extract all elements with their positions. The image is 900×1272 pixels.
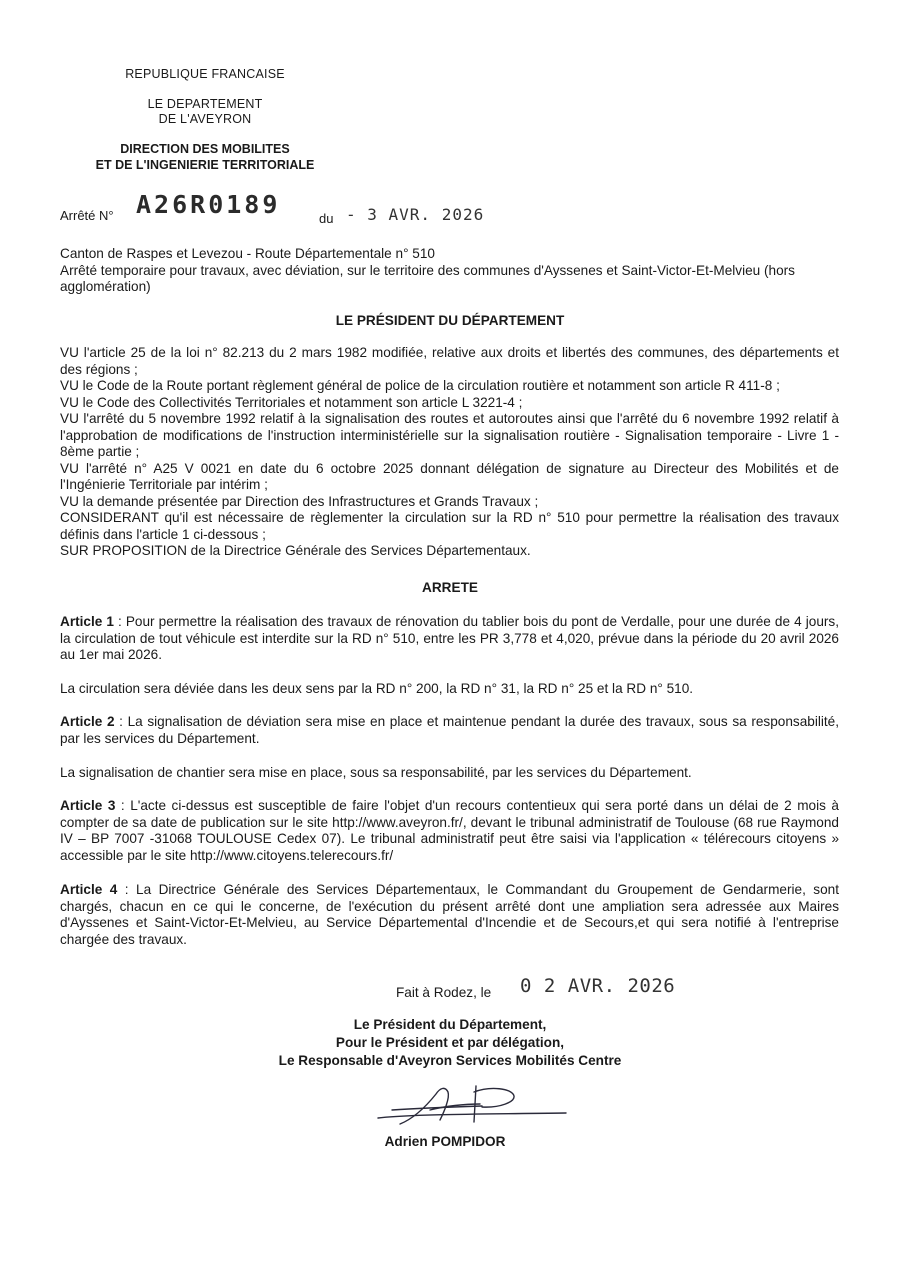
arrete-title: ARRETE	[422, 580, 478, 595]
article-3-text: : L'acte ci-dessus est susceptible de faire l'objet d'un recours contentieux qui sera porté dans un délai de 2 mois à compter de sa date de publication sur le site http://www.aveyron.fr/, devant le tribunal administratif de Toulouse (68 rue Raymond IV – BP 7007 -31068 TOULOUSE Cedex 07). Le tribunal administratif peut être saisi via l'application « télérecours citoyens » accessible par le site http://www.citoyens.telerecours.fr/	[60, 798, 839, 863]
article-4-text: : La Directrice Générale des Services Départementaux, le Commandant du Groupement de Gendarmerie, sont chargés, chacun en ce qui le concerne, de l'exécution du présent arrêté dont une ampliation sera adressée aux Maires d'Ayssenes et Saint-Victor-Et-Melvieu, au Service Départemental d'Incendie et de Secours,et qui sera notifié à l'entreprise chargée des travaux.	[60, 882, 839, 947]
visa-loi-1982: VU l'article 25 de la loi n° 82.213 du 2 mars 1982 modifiée, relative aux droits et libertés des communes, des départements et des régions ;	[60, 345, 839, 377]
arrete-number: A26R0189	[136, 190, 281, 219]
article-4-label: Article 4	[60, 882, 118, 897]
republique-header: REPUBLIQUE FRANCAISE	[125, 67, 285, 81]
article-1-label: Article 1	[60, 614, 114, 629]
arrete-number-label: Arrêté N°	[60, 208, 114, 223]
signatory-block	[0, 1016, 900, 1070]
direction-line-2: ET DE L'INGENIERIE TERRITORIALE	[95, 158, 315, 172]
signatory-line-1: Le Président du Département,	[353, 1017, 547, 1032]
subject-block	[60, 246, 850, 296]
arrete-du-label: du	[319, 211, 334, 226]
department-line-1: LE DEPARTEMENT	[147, 97, 263, 111]
president-title: LE PRÉSIDENT DU DÉPARTEMENT	[335, 313, 565, 328]
considerant: CONSIDERANT qu'il est nécessaire de règlementer la circulation sur la RD n° 510 pour permettre la réalisation des travaux définis dans l'article 1 ci-dessous ;	[60, 510, 839, 542]
visa-code-collectivites: VU le Code des Collectivités Territoriales et notamment son article L 3221-4 ;	[60, 394, 523, 410]
article-2-chantier: La signalisation de chantier sera mise en place, sous sa responsabilité, par les services du Département.	[60, 765, 692, 780]
article-1-text: : Pour permettre la réalisation des travaux de rénovation du tablier bois du pont de Verdalle, pour une durée de 4 jours, la circulation de tout véhicule est interdite sur la RD n° 510, entre les PR 3,778 et 4,020, prévue dans la période du 20 avril 2026 au 1er mai 2026.	[60, 614, 839, 662]
signatory-line-2: Pour le Président et par délégation,	[335, 1035, 565, 1050]
direction-line-1: DIRECTION DES MOBILITES	[120, 142, 290, 156]
article-3	[60, 798, 839, 864]
subject-line-3: agglomération)	[60, 279, 151, 294]
signature-date-stamp: 0 2 AVR. 2026	[520, 975, 676, 997]
visa-code-route: VU le Code de la Route portant règlement général de police de la circulation routière et notamment son article R 411-8 ;	[60, 378, 780, 393]
handwritten-signature	[370, 1080, 580, 1130]
article-1-deviation: La circulation sera déviée dans les deux sens par la RD n° 200, la RD n° 31, la RD n° 25 et la RD n° 510.	[60, 681, 694, 696]
article-4	[60, 882, 839, 948]
article-1	[60, 614, 839, 664]
subject-line-2: Arrêté temporaire pour travaux, avec déviation, sur le territoire des communes d'Ayssenes et Saint-Victor-Et-Melvieu (hors	[60, 262, 795, 278]
visa-demande: VU la demande présentée par Direction des Infrastructures et Grands Travaux ;	[60, 493, 539, 509]
sur-proposition: SUR PROPOSITION de la Directrice Générale des Services Départementaux.	[60, 543, 531, 558]
subject-line-1: Canton de Raspes et Levezou - Route Départementale n° 510	[60, 246, 435, 261]
signatory-line-3: Le Responsable d'Aveyron Services Mobilités Centre	[278, 1053, 622, 1068]
article-2-text: : La signalisation de déviation sera mise en place et maintenue pendant la durée des travaux, sous sa responsabilité, par les services du Département.	[60, 714, 839, 746]
visas-block	[60, 345, 839, 560]
signatory-name: Adrien POMPIDOR	[384, 1134, 506, 1149]
department-line-2: DE L'AVEYRON	[158, 112, 252, 126]
article-3-label: Article 3	[60, 798, 116, 813]
article-2-label: Article 2	[60, 714, 115, 729]
visa-arrete-1992: VU l'arrêté du 5 novembre 1992 relatif à la signalisation des routes et autoroutes ainsi que l'arrêté du 6 novembre 1992 relatif à l'approbation de modifications de l'instruction interministérielle sur la signalisation routière - Signalisation temporaire - Livre 1 - 8ème partie ;	[60, 411, 839, 459]
article-2	[60, 714, 839, 747]
arrete-date-stamp: - 3 AVR. 2026	[346, 205, 485, 224]
visa-delegation: VU l'arrêté n° A25 V 0021 en date du 6 octobre 2025 donnant délégation de signature au Directeur des Mobilités et de l'Ingénierie Territoriale par intérim ;	[60, 460, 839, 492]
fait-a-rodez: Fait à Rodez, le	[396, 985, 492, 1000]
